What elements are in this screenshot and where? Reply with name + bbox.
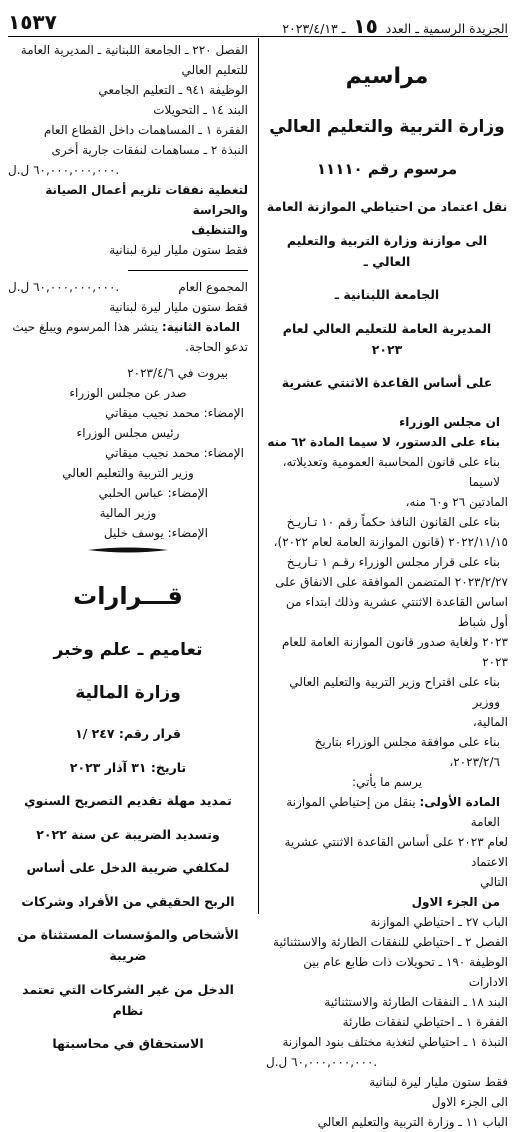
ornament-divider: [88, 545, 168, 555]
budget-item: الفصل ٢٢٠ ـ الجامعة اللبنانية ـ المديرية العامة: [20, 43, 248, 57]
decision-subject-line: لمكلفي ضريبة الدخل على أساس: [26, 860, 230, 875]
preamble-line: بناء على اقتراح وزير التربية والتعليم العالي ووزير: [289, 674, 500, 709]
decisions-title: قـــرارات: [73, 582, 183, 610]
signature: الإمضاء: محمد نجيب ميقاتي: [105, 406, 244, 420]
decree-subject-line: الى موازنة وزارة التربية والتعليم العالي ـ: [286, 232, 488, 269]
journal-title: [282, 14, 508, 38]
decision-subject-line: الاستحقاق في محاسبتها: [52, 1036, 204, 1051]
article-text: التالي: [480, 874, 508, 889]
section-title: مراسيم: [345, 64, 429, 89]
budget-item: الفقرة ١ ـ احتياطي لنفقات طارئة: [342, 1014, 508, 1029]
decision-date: تاريخ: ٣١ آذار ٢٠٢٣: [69, 759, 187, 775]
article-label: المادة الثانية:: [161, 320, 240, 334]
purpose-line: لتغطية نفقات تلزيم أعمال الصيانة والحراسة: [45, 183, 248, 217]
right-column: [266, 40, 508, 1132]
preamble-line: بناء على قرار مجلس الوزراء رقـم ١ تـاريـخ: [286, 554, 500, 569]
preamble-line: المالية،: [472, 714, 508, 729]
decrees-line: يرسم ما يأتي:: [351, 774, 423, 789]
decree-subject-line: على أساس القاعدة الاثنتي عشرية: [281, 375, 493, 390]
article-text: تدعو الحاجة.: [185, 340, 248, 354]
total-rule: [128, 270, 248, 271]
preamble-line: ٢٠٢٢/١١/١٥ (قانون الموازنة العامة لعام ٢٠٢٢)،: [273, 534, 508, 549]
signature: الإمضاء: عباس الحلبي: [98, 486, 208, 500]
signatory-title: وزير التربية والتعليم العالي: [62, 466, 194, 480]
ministry-name: وزارة المالية: [75, 683, 181, 703]
signatory-title: وزير المالية: [99, 506, 157, 520]
decree-number: مرسوم رقم ١١١١٠: [316, 160, 458, 178]
budget-item: الفقرة ١ ـ المساهمات داخل القطاع العام: [43, 123, 248, 137]
place-date: بيروت في ٢٠٢٣/٤/٦: [127, 366, 228, 380]
part-heading: من الجزء الاول: [411, 894, 500, 909]
budget-item: الفصل ٢ ـ احتياطي للنفقات الطارئة والاستثنائية: [273, 934, 508, 949]
preamble-line: بناء على موافقة مجلس الوزراء بتاريخ ٢٠٢٣/٢/٦،: [314, 734, 500, 769]
preamble-line: ٢٠٢٣ ولغاية صدور قانون الموازنة العامة للعام ٢٠٢٣: [282, 634, 508, 669]
preamble-line: بناء على الدستور، لا سيما المادة ٦٢ منه: [267, 434, 500, 449]
decree-subject-line: نقل اعتماد من احتياطي الموازنة العامة: [266, 199, 508, 214]
amount-words: فقط ستون مليار ليرة لبنانية: [369, 1074, 508, 1089]
ministry-name: وزارة التربية والتعليم العالي: [269, 117, 505, 137]
left-column: [8, 40, 248, 1067]
budget-item: البند ١٨ ـ النفقات الطارئة والاستثنائية: [324, 994, 508, 1009]
page-number: ١٥٣٧: [8, 10, 57, 34]
column-divider: [258, 38, 259, 914]
decree-subject-line: المديرية العامة للتعليم العالي لعام ٢٠٢٣: [282, 320, 492, 357]
amount: ٦٠,٠٠٠,٠٠٠,٠٠٠ ل.ل.: [8, 163, 120, 177]
budget-item: الادارات: [468, 974, 508, 989]
budget-item: النبذة ١ ـ احتياطي لتغذية مختلف بنود الموازنة: [282, 1034, 508, 1049]
budget-item: الباب ١١ ـ وزارة التربية والتعليم العالي: [317, 1114, 508, 1129]
article-label: المادة الأولى:: [419, 794, 500, 809]
article-text: لعام ٢٠٢٣ على أساس القاعدة الاثنتي عشرية الاعتماد: [284, 834, 508, 869]
preamble-line: بناء على قانون المحاسبة العمومية وتعديلاته، لاسيما: [282, 454, 500, 489]
part-heading: الى الجزء الاول: [431, 1094, 508, 1109]
purpose-line: والتنظيف: [191, 223, 248, 237]
article-text: ينشر هذا المرسوم ويبلغ حيث: [12, 320, 159, 334]
issued-by: صدر عن مجلس الوزراء: [69, 386, 187, 400]
decision-subject-line: الربح الحقيقي من الأفراد وشركات: [21, 893, 235, 909]
total-label: المجموع العام: [178, 280, 248, 294]
issue-date: ـ ٢٠٢٣/٤/١٣: [282, 21, 346, 36]
budget-item: الباب ٢٧ ـ احتياطي الموازنة: [370, 914, 508, 929]
budget-item: الوظيفة ٩٤١ ـ التعليم الجامعي: [98, 83, 248, 97]
signatory-title: رئيس مجلس الوزراء: [76, 426, 180, 440]
decision-subject-line: وتسديد الضريبة عن سنة ٢٠٢٢: [36, 826, 220, 842]
article-text: ينقل من إحتياطي الموازنة العامة: [286, 794, 500, 829]
journal-name: الجريدة الرسمية ـ العدد: [385, 21, 508, 36]
budget-item: النبذة ٢ ـ مساهمات لنفقات جارية أخرى: [51, 143, 248, 157]
decision-subject-line: تمديد مهلة تقديم التصريح السنوي: [24, 793, 232, 808]
amount-words: فقط ستون مليار ليرة لبنانية: [109, 243, 248, 257]
budget-item: الوظيفة ١٩٠ ـ تحويلات ذات طابع عام بين: [303, 954, 508, 969]
amount: ٦٠,٠٠٠,٠٠٠,٠٠٠ ل.ل.: [266, 1054, 378, 1069]
issue-number: ١٥: [353, 14, 378, 38]
total-words: فقط ستون مليار ليرة لبنانية: [109, 300, 248, 314]
page-header: [8, 8, 508, 37]
decision-subject-line: الدخل من غير الشركات التي تعتمد نظام: [22, 981, 234, 1018]
preamble-line: بناء على القانون النافذ حكماً رقم ١٠ تـاريـخ: [286, 514, 500, 529]
decision-subject-line: الأشخاص والمؤسسات المستثناة من ضريبة: [17, 927, 239, 963]
total-amount: ٦٠,٠٠٠,٠٠٠,٠٠٠ ل.ل.: [8, 280, 120, 294]
decree-subject-line: الجامعة اللبنانية ـ: [334, 287, 440, 302]
council-heading: ان مجلس الوزراء: [399, 414, 500, 429]
signature: الإمضاء: يوسف خليل: [103, 526, 208, 540]
preamble-line: ٢٠٢٣/٢/٢٧ المتضمن الموافقة على الانفاق على: [275, 574, 508, 589]
budget-item: البند ١٤ ـ التحويلات: [153, 103, 248, 117]
total-row: [8, 277, 248, 297]
decisions-subtitle: تعاميم ـ علم وخبر: [53, 640, 203, 660]
preamble-line: اساس القاعدة الاثنتي عشرية وذلك ابتداء من أول شباط: [285, 594, 508, 629]
decision-number: قرار رقم: ٢٤٧ /١: [75, 726, 181, 741]
preamble-line: المادتين ٢٦ و٦٠ منه،: [405, 494, 508, 509]
signature: الإمضاء: محمد نجيب ميقاتي: [105, 446, 244, 460]
budget-item: للتعليم العالي: [181, 63, 248, 77]
